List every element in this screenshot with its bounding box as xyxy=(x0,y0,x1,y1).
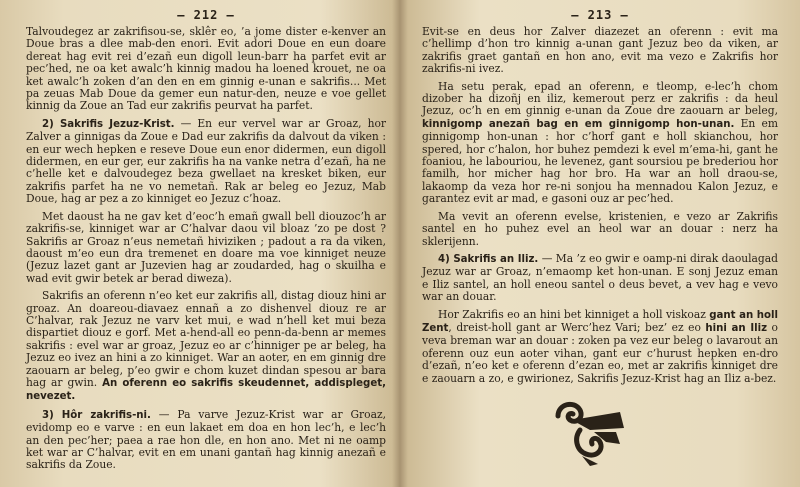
section-heading: 4) Sakrifis an Iliz. xyxy=(438,253,539,265)
bold-phrase: kinnigomp anezañ bag en em ginnigomp hon-unan. xyxy=(422,118,735,130)
paragraph-text: Evit-se en deus hor Zalver diazezet an oferenn : evit ma c’hellimp d’hon tro kinnig a-unan gant Jezuz beo da viken, ar zakrifis graet gantañ en hon ano, evit ma vezo e Zakrifis hor zakrifis-ni ivez. xyxy=(422,25,778,76)
paragraph xyxy=(26,118,386,206)
paragraph-text: Ha setu perak, epad an oferenn, e tleomp, e-lec’h chom dizober ha dizoñj en iliz, kemerout perz er zakrifis : da heul Jezuz, oc’h en em ginnig e-unan da Zoue dre zaouarn ar beleg, xyxy=(422,79,778,118)
paragraph-text: — Ma ’z eo gwir e oamp-ni dirak daoulagad Jezuz war ar Groaz, n’emaomp ket hon-unan. E sonj Jezuz eman e Iliz santel, an holl eneou santel o deus bevet, a vev hag e vevo war an douar. xyxy=(422,251,778,304)
paragraph xyxy=(26,26,386,113)
paragraph xyxy=(422,309,778,385)
left-page-text xyxy=(26,26,386,472)
paragraph-text: — Pa varve Jezuz-Krist war ar Groaz, evidomp eo e varve : en eun lakaet em doa en hon lec’h, e lec’h an den pec’her; paea a rae hon dle, en hon ano. Met ni ne oamp ket war ar C’halvar, evit en em unani gantañ hag kinnig anezañ e sakrifis da Zoue. xyxy=(26,407,386,472)
paragraph xyxy=(422,26,778,76)
bold-phrase: gant an holl Zent xyxy=(422,309,778,334)
paragraph-text: Hor Zakrifis eo an hini bet kinniget a holl viskoaz xyxy=(438,307,710,321)
paragraph xyxy=(422,211,778,248)
section-heading: 3) Hôr zakrifis-ni. xyxy=(42,409,151,421)
page-number-right: — 213 — xyxy=(571,8,629,22)
paragraph-text: Sakrifis an oferenn n’eo ket eur zakrifis all, distag diouz hini ar groaz. An doareou-diavaez ennañ a zo dishenvel diouz re ar C’halvar, rak Jezuz ne varv ket mui, e wad n’hell ket mui beza dispartiet diouz e gorf. Met a-hend-all eo penn-da-benn ar memes sakrifis : evel war ar groaz, Jezuz eo ar c’hinniger pe ar beleg, ha Jezuz eo ivez an hini a zo kinniget. War an aoter, en em ginnig dre zaouarn ar beleg, p’eo gwir e chom kuzet dindan spesou ar bara hag ar gwin. xyxy=(26,289,386,389)
paragraph xyxy=(26,290,386,404)
page-number-left: — 212 — xyxy=(177,8,235,22)
bold-phrase: hini an Iliz xyxy=(705,322,768,334)
paragraph xyxy=(26,211,386,285)
paragraph xyxy=(422,81,778,206)
paragraph-text: Talvoudegez ar zakrifisou-se, sklêr eo, ’a jome dister e-kenver an Doue bras a dlee mab-den enori. Evit adori Doue en eun doare dereat hag evit rei d’ezañ eun digoll leun-barr ha parfet evit ar pec’hed, ne oa ket awalc’h kinnig madou ha loened krouet, ne oa ket awalc’h zoken d’an den en em ginnig e-unan e sakrifis... Met pa zeuas Mab Doue da gemer eun natur-den, neuze e voe gellet kinnig da Zoue an Tad eur zakrifis peurvat ha parfet. xyxy=(26,25,386,113)
paragraph-text: Ma vevit an oferenn evelse, kristenien, e vezo ar Zakrifis santel en ho puhez evel an heol war an douar : nerz ha sklerijenn. xyxy=(422,209,778,248)
paragraph-text: , dreist-holl gant ar Werc’hez Vari; bez’ ez eo xyxy=(448,320,706,334)
paragraph xyxy=(422,253,778,304)
bold-phrase: An oferenn eo sakrifis skeudennet, addispleget, nevezet. xyxy=(26,377,386,403)
paragraph-text: o veva breman war an douar : zoken pa vez eur beleg o lavarout an oferenn ouz eun aoter vihan, gant eur c’hurust hepken en-dro d’ezañ, n’eo ket e oferenn d’ezan eo, met ar zakrifis kinniget dre e zaouarn a zo, e gwirionez, Sakrifis Jezuz-Krist hag an Iliz a-bez. xyxy=(422,320,778,385)
paragraph-text: — En eur vervel war ar Groaz, hor Zalver a ginnigas da Zoue e Dad eur zakrifis da dalvout da viken : en eur wech hepken e reseve Doue eun enor didermen, eun digoll didermen, en eur ger, eur zakrifis ha na vanke netra d’ezañ, ha ne c’helle ket e dalvoudegez beza gwellaet na kresket biken, eur zakrifis parfet ha ne vo nemetañ. Rak ar beleg eo Jezuz, Mab Doue, hag ar pez a zo kinniget eo Jezuz c’hoaz. xyxy=(26,116,386,206)
paragraph-text: En em ginnigomp hon-unan : hor c’horf gant e holl skianchou, hor spered, hor c’halon, hor buhez pemdezi k evel m’ema-hi, gant he foaniou, he labouriou, he levenez, gant soursiou pe brederiou hor familh, hor micher hag hor bro. Ha war an holl draou-se, lakaomp da veza hor re-ni sonjou ha mennadou Kalon Jezuz, e garantez evit ar mad, e gasoni ouz ar pec’hed. xyxy=(422,116,778,206)
scroll-ornament-icon xyxy=(550,398,628,468)
paragraph-text: Met daoust ha ne gav ket d’eoc’h emañ gwall bell diouzoc’h ar zakrifis-se, kinniget war ar C’halvar daou vil bloaz ’zo pe dost ? Sakrifis ar Groaz n’eus nemetañ hiviziken ; padout a ra da viken, daoust m’eo eun dra tremenet en doare ma voe kinniget neuze (Jezuz lazet gant ar Juzevien hag ar zoudarded, hag o skuilha e wad evit gwir betek ar berad diweza). xyxy=(26,209,386,285)
section-heading: 2) Sakrifis Jezuz-Krist. xyxy=(42,118,175,130)
right-page-text xyxy=(422,26,778,385)
paragraph xyxy=(26,409,386,472)
